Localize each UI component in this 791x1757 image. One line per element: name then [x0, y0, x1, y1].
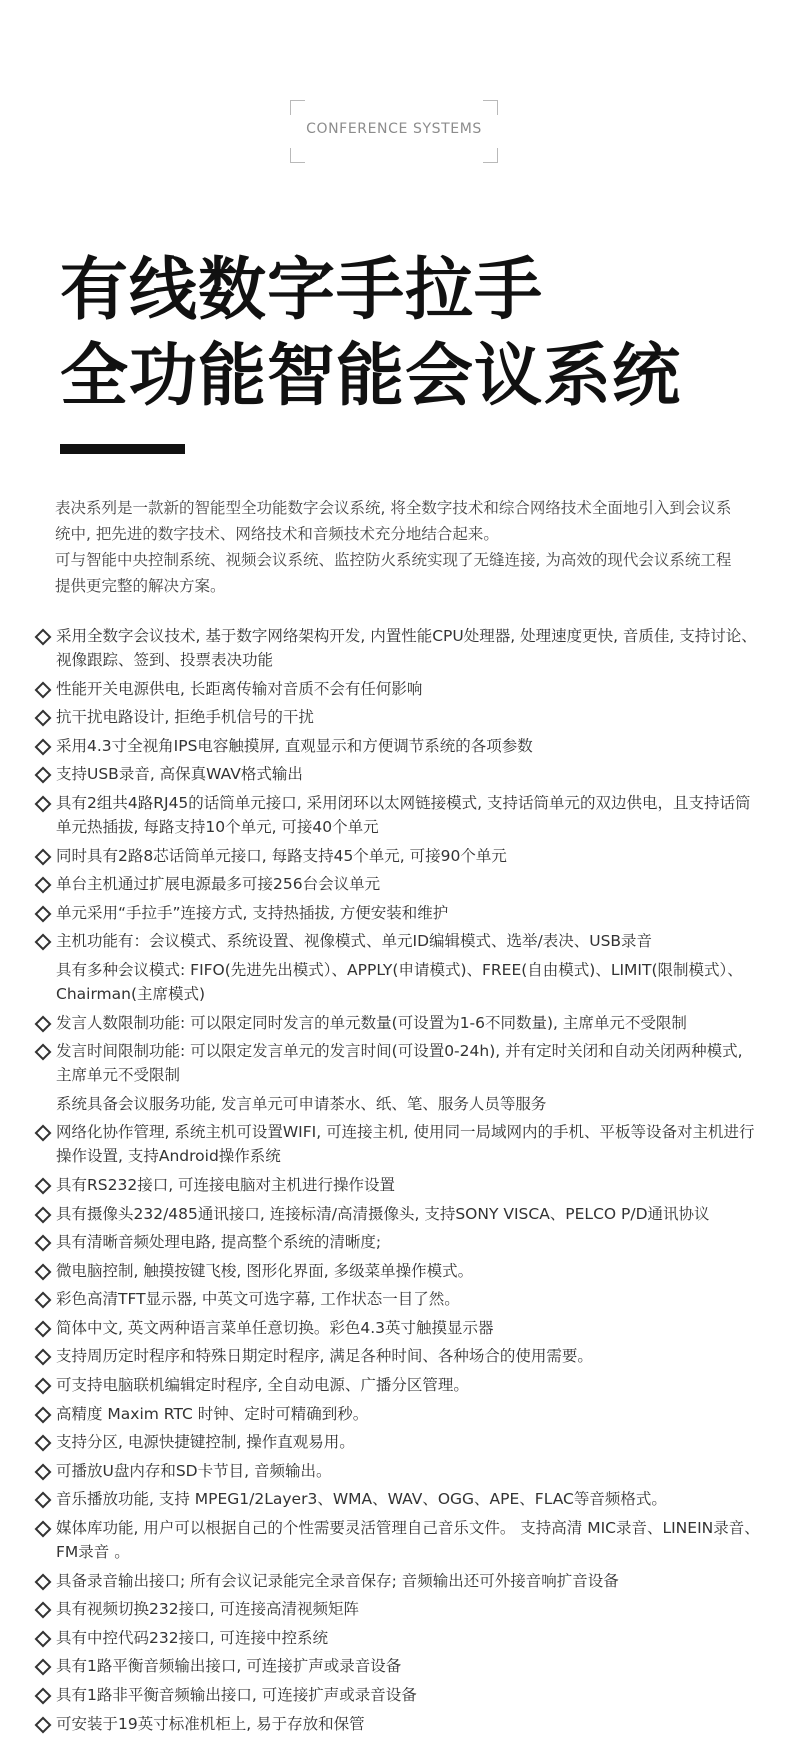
diamond-bullet-icon — [35, 1044, 52, 1061]
feature-item — [34, 1259, 762, 1283]
feature-text: 微电脑控制, 触摸按键飞梭, 图形化界面, 多级菜单操作模式。 — [56, 1261, 474, 1280]
diamond-bullet-icon — [35, 1716, 52, 1733]
feature-item — [34, 1173, 762, 1197]
title-line-1: 有线数字手拉手 — [60, 251, 544, 330]
feature-text: 发言时间限制功能: 可以限定发言单元的发言时间(可设置0-24h), 并有定时关闭和自动关闭两种模式, 主席单元不受限制 — [56, 1042, 743, 1085]
feature-text: 彩色高清TFT显示器, 中英文可选字幕, 工作状态一目了然。 — [56, 1290, 460, 1309]
frame-corner-icon — [483, 148, 498, 163]
feature-item — [34, 1092, 762, 1116]
feature-text: 性能开关电源供电, 长距离传输对音质不会有任何影响 — [56, 679, 423, 698]
feature-text: 具有中控代码232接口, 可连接中控系统 — [56, 1628, 328, 1647]
feature-text: 可支持电脑联机编辑定时程序, 全自动电源、广播分区管理。 — [56, 1376, 469, 1395]
feature-item — [34, 844, 762, 868]
feature-text: 具有2组共4路RJ45的话筒单元接口, 采用闭环以太网链接模式, 支持话筒单元的双边供电，且支持话筒单元热插拔, 每路支持10个单元, 可接40个单元 — [56, 793, 751, 836]
diamond-bullet-icon — [35, 681, 52, 698]
feature-text: 高精度 Maxim RTC 时钟、定时可精确到秒。 — [56, 1404, 369, 1423]
feature-item — [34, 1712, 762, 1736]
diamond-bullet-icon — [35, 795, 52, 812]
feature-item — [34, 705, 762, 729]
feature-item — [34, 872, 762, 896]
feature-text: 支持USB录音, 高保真WAV格式输出 — [56, 765, 303, 784]
feature-item — [34, 1120, 762, 1168]
feature-item — [34, 1287, 762, 1311]
diamond-bullet-icon — [35, 1292, 52, 1309]
feature-item — [34, 1683, 762, 1707]
feature-item — [34, 1373, 762, 1397]
diamond-bullet-icon — [35, 1688, 52, 1705]
feature-item — [34, 1654, 762, 1678]
intro-paragraph-1: 表决系列是一款新的智能型全功能数字会议系统, 将全数字技术和综合网络技术全面地引入到会议系统中, 把先进的数字技术、网络技术和音频技术充分地结合起来。 — [55, 499, 732, 543]
feature-text: 具有多种会议模式: FIFO(先进先出模式）、APPLY(申请模式)、FREE(自由模式)、LIMIT(限制模式）、Chairman(主席模式) — [56, 960, 743, 1003]
feature-text: 支持周历定时程序和特殊日期定时程序, 满足各种时间、各种场合的使用需要。 — [56, 1347, 593, 1366]
diamond-bullet-icon — [35, 1320, 52, 1337]
feature-item — [34, 1430, 762, 1454]
diamond-bullet-icon — [35, 1263, 52, 1280]
frame-corner-icon — [290, 100, 305, 115]
diamond-bullet-icon — [35, 1177, 52, 1194]
feature-text: 具备录音输出接口; 所有会议记录能完全录音保存; 音频输出还可外接音响扩音设备 — [56, 1571, 619, 1590]
feature-text: 简体中文, 英文两种语言菜单任意切换。彩色4.3英寸触摸显示器 — [56, 1318, 494, 1337]
feature-text: 同时具有2路8芯话筒单元接口, 每路支持45个单元, 可接90个单元 — [56, 846, 507, 865]
feature-text: 单元采用“手拉手”连接方式, 支持热插拔, 方便安装和维护 — [56, 903, 449, 922]
feature-item — [34, 1626, 762, 1650]
feature-item — [34, 1230, 762, 1254]
feature-item — [34, 1039, 762, 1087]
feature-item — [34, 1402, 762, 1426]
diamond-bullet-icon — [35, 1378, 52, 1395]
feature-item — [34, 1597, 762, 1621]
feature-item — [34, 677, 762, 701]
title-underline-bar — [60, 444, 185, 454]
diamond-bullet-icon — [35, 710, 52, 727]
feature-text: 可播放U盘内存和SD卡节目, 音频输出。 — [56, 1461, 332, 1480]
feature-text: 具有视频切换232接口, 可连接高清视频矩阵 — [56, 1600, 359, 1619]
feature-text: 媒体库功能, 用户可以根据自己的个性需要灵活管理自己音乐文件。 支持高清 MIC录音、LINEIN录音、FM录音 。 — [56, 1519, 760, 1562]
diamond-bullet-icon — [35, 1235, 52, 1252]
feature-item — [34, 1316, 762, 1340]
intro-section — [55, 495, 745, 599]
feature-text: 具有RS232接口, 可连接电脑对主机进行操作设置 — [56, 1175, 396, 1194]
feature-text: 采用全数字会议技术, 基于数字网络架构开发, 内置性能CPU处理器, 处理速度更快, 音质佳, 支持讨论、视像跟踪、签到、投票表决功能 — [56, 627, 757, 669]
feature-item — [34, 1569, 762, 1593]
feature-text: 具有清晰音频处理电路, 提高整个系统的清晰度; — [56, 1233, 382, 1252]
intro-paragraph-2: 可与智能中央控制系统、视频会议系统、监控防火系统实现了无缝连接, 为高效的现代会议系统工程提供更完整的解决方案。 — [55, 551, 732, 595]
feature-text: 抗干扰电路设计, 拒绝手机信号的干扰 — [56, 708, 314, 727]
feature-item — [34, 901, 762, 925]
diamond-bullet-icon — [35, 1406, 52, 1423]
feature-text: 单台主机通过扩展电源最多可接256台会议单元 — [56, 875, 381, 894]
feature-item — [34, 1459, 762, 1483]
diamond-bullet-icon — [35, 1463, 52, 1480]
diamond-bullet-icon — [35, 1659, 52, 1676]
feature-text: 主机功能有：会议模式、系统设置、视像模式、单元ID编辑模式、选举/表决、USB录音 — [56, 932, 653, 951]
feature-item — [34, 734, 762, 758]
diamond-bullet-icon — [35, 1602, 52, 1619]
page-title — [60, 248, 681, 420]
diamond-bullet-icon — [35, 877, 52, 894]
diamond-bullet-icon — [35, 905, 52, 922]
diamond-bullet-icon — [35, 767, 52, 784]
feature-item — [34, 1487, 762, 1511]
diamond-bullet-icon — [35, 1349, 52, 1366]
feature-item — [34, 958, 762, 1006]
feature-list — [34, 624, 762, 1740]
feature-text: 具有摄像头232/485通讯接口, 连接标清/高清摄像头, 支持SONY VISCA、PELCO P/D通讯协议 — [56, 1204, 710, 1223]
diamond-bullet-icon — [35, 1015, 52, 1032]
feature-text: 网络化协作管理, 系统主机可设置WIFI, 可连接主机, 使用同一局域网内的手机、平板等设备对主机进行操作设置, 支持Android操作系统 — [56, 1123, 755, 1166]
diamond-bullet-icon — [35, 738, 52, 755]
diamond-bullet-icon — [35, 1630, 52, 1647]
feature-text: 具有1路非平衡音频输出接口, 可连接扩声或录音设备 — [56, 1686, 417, 1704]
title-line-2: 全功能智能会议系统 — [60, 337, 682, 416]
diamond-bullet-icon — [35, 1521, 52, 1538]
feature-text: 支持分区, 电源快捷键控制, 操作直观易用。 — [56, 1433, 355, 1452]
feature-item — [34, 1011, 762, 1035]
feature-text: 音乐播放功能, 支持 MPEG1/2Layer3、WMA、WAV、OGG、APE、FLAC等音频格式。 — [56, 1490, 667, 1509]
diamond-bullet-icon — [35, 1492, 52, 1509]
feature-text: 系统具备会议服务功能, 发言单元可申请茶水、纸、笔、服务人员等服务 — [56, 1094, 547, 1113]
feature-text: 发言人数限制功能: 可以限定同时发言的单元数量(可设置为1-6不同数量), 主席单元不受限制 — [56, 1013, 687, 1032]
diamond-bullet-icon — [35, 1125, 52, 1142]
diamond-bullet-icon — [35, 934, 52, 951]
diamond-bullet-icon — [35, 1435, 52, 1452]
category-tag-text: CONFERENCE SYSTEMS — [306, 121, 482, 137]
feature-item — [34, 1516, 762, 1564]
frame-corner-icon — [290, 148, 305, 163]
feature-text: 具有1路平衡音频输出接口, 可连接扩声或录音设备 — [56, 1657, 402, 1676]
feature-item — [34, 762, 762, 786]
feature-text: 采用4.3寸全视角IPS电容触摸屏, 直观显示和方便调节系统的各项参数 — [56, 736, 533, 755]
category-tag — [290, 100, 498, 163]
frame-corner-icon — [483, 100, 498, 115]
diamond-bullet-icon — [35, 1573, 52, 1590]
feature-item — [34, 1344, 762, 1368]
feature-item — [34, 791, 762, 839]
feature-item — [34, 624, 762, 672]
feature-text: 可安装于19英寸标准机柜上, 易于存放和保管 — [56, 1714, 365, 1733]
feature-item — [34, 929, 762, 953]
diamond-bullet-icon — [35, 1206, 52, 1223]
diamond-bullet-icon — [35, 629, 52, 646]
feature-item — [34, 1202, 762, 1226]
diamond-bullet-icon — [35, 848, 52, 865]
